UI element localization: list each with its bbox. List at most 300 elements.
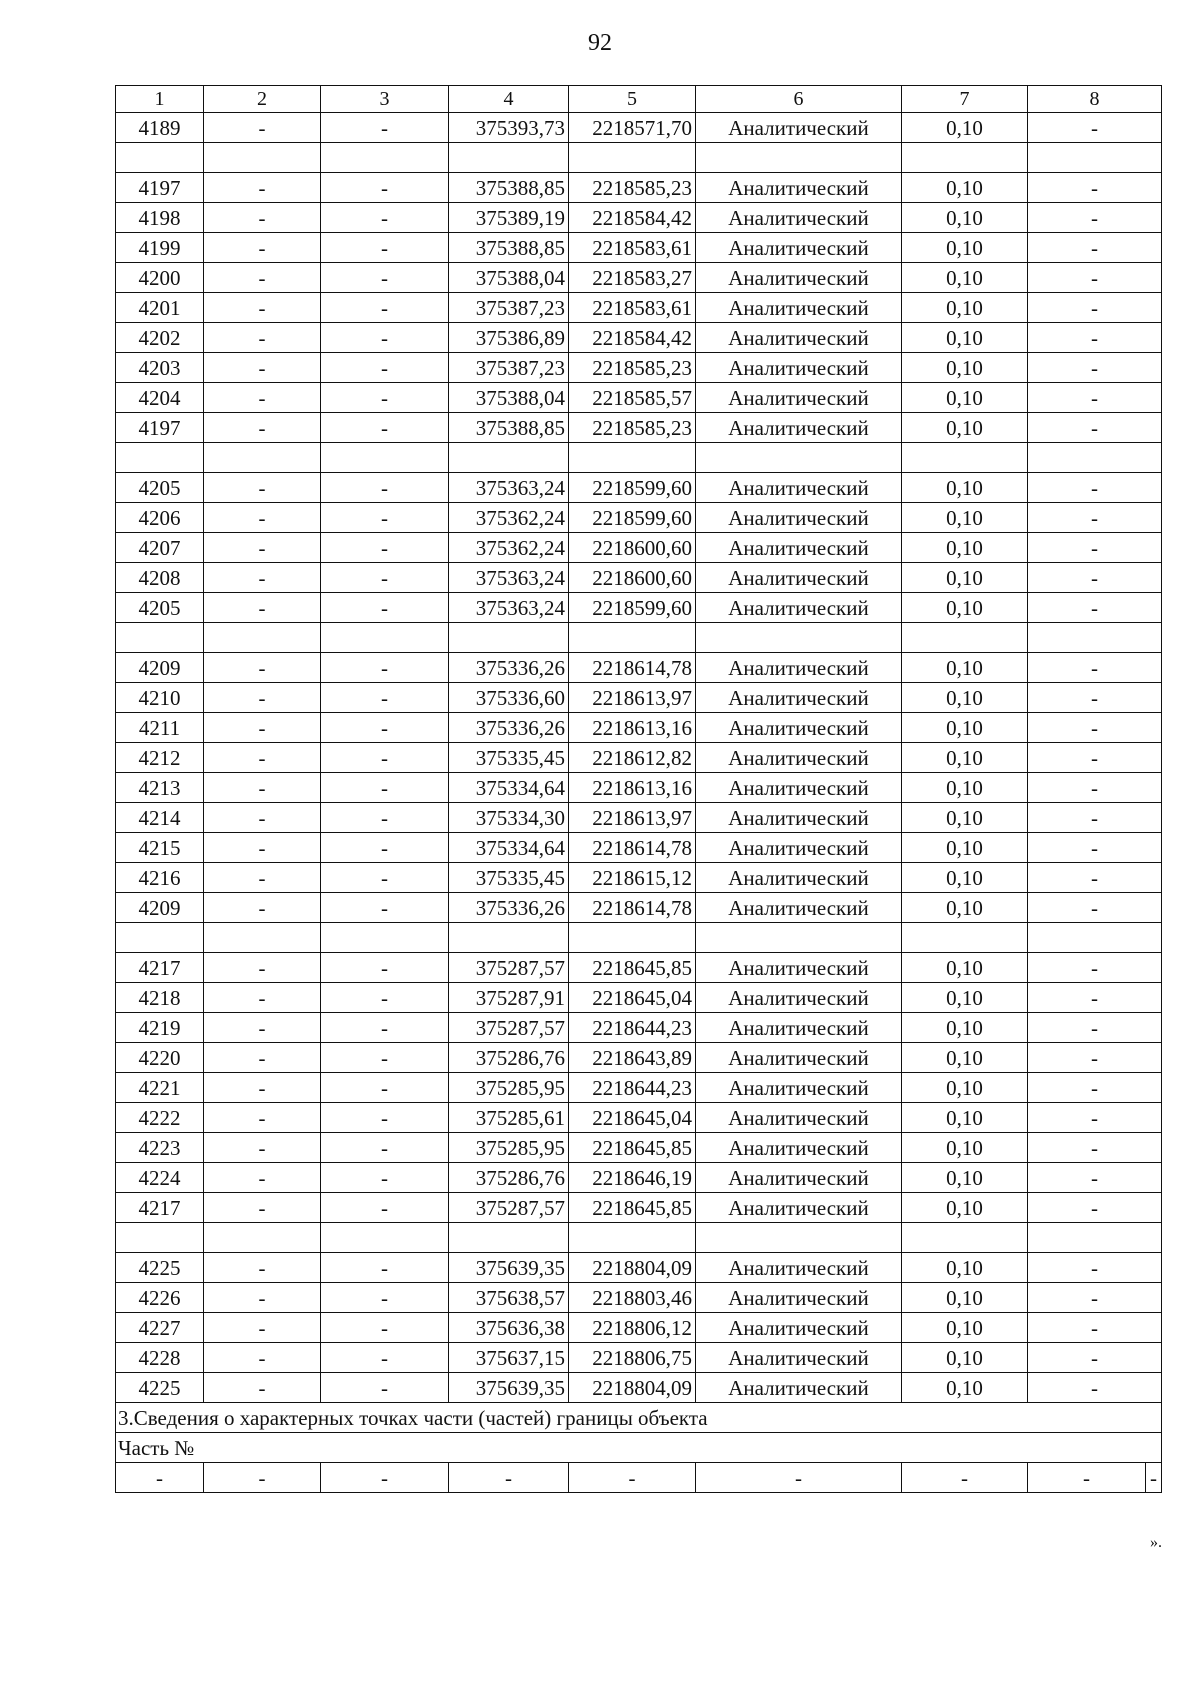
- cell-col-8: -: [1028, 1193, 1162, 1223]
- cell-col-1: 4201: [116, 293, 204, 323]
- cell-col-8: -: [1028, 773, 1162, 803]
- empty-cell: [321, 143, 449, 173]
- table-row: [116, 1073, 1162, 1103]
- cell-col-2: -: [204, 653, 321, 683]
- cell-col-7: 0,10: [902, 503, 1028, 533]
- empty-cell: [449, 443, 569, 473]
- empty-cell: [204, 923, 321, 953]
- cell-col-5: 2218599,60: [569, 593, 696, 623]
- cell-col-4: 375389,19: [449, 203, 569, 233]
- cell-col-2: -: [204, 263, 321, 293]
- cell-col-3: -: [321, 833, 449, 863]
- cell-col-2: -: [204, 593, 321, 623]
- cell-col-6: Аналитический: [696, 173, 902, 203]
- cell-col-7: 0,10: [902, 383, 1028, 413]
- cell-col-7: 0,10: [902, 893, 1028, 923]
- cell-col-1: 4223: [116, 1133, 204, 1163]
- cell-col-2: -: [204, 113, 321, 143]
- table-row: [116, 1013, 1162, 1043]
- cell-col-7: 0,10: [902, 1313, 1028, 1343]
- cell-col-8: -: [1028, 1253, 1162, 1283]
- cell-col-5: 2218599,60: [569, 503, 696, 533]
- cell-col-4: 375388,85: [449, 173, 569, 203]
- cell-col-6: Аналитический: [696, 803, 902, 833]
- cell-col-7: 0,10: [902, 413, 1028, 443]
- empty-cell: [321, 623, 449, 653]
- table-row: [116, 1103, 1162, 1133]
- empty-cell: [902, 143, 1028, 173]
- cell-col-3: -: [321, 953, 449, 983]
- table-row: [116, 353, 1162, 383]
- dash-cell-8: -: [1028, 1463, 1146, 1493]
- empty-cell: [902, 443, 1028, 473]
- cell-col-7: 0,10: [902, 233, 1028, 263]
- table-row: [116, 383, 1162, 413]
- cell-col-5: 2218583,27: [569, 263, 696, 293]
- cell-col-3: -: [321, 1043, 449, 1073]
- cell-col-2: -: [204, 1253, 321, 1283]
- cell-col-2: -: [204, 953, 321, 983]
- table-row: [116, 503, 1162, 533]
- cell-col-7: 0,10: [902, 263, 1028, 293]
- cell-col-1: 4226: [116, 1283, 204, 1313]
- column-header-2: 2: [204, 86, 321, 113]
- cell-col-2: -: [204, 383, 321, 413]
- cell-col-5: 2218613,97: [569, 803, 696, 833]
- cell-col-4: 375639,35: [449, 1253, 569, 1283]
- empty-cell: [449, 923, 569, 953]
- page-number: 92: [588, 30, 612, 56]
- cell-col-6: Аналитический: [696, 473, 902, 503]
- cell-col-4: 375287,91: [449, 983, 569, 1013]
- column-header-6: 6: [696, 86, 902, 113]
- cell-col-6: Аналитический: [696, 263, 902, 293]
- cell-col-1: 4209: [116, 893, 204, 923]
- cell-col-1: 4224: [116, 1163, 204, 1193]
- cell-col-7: 0,10: [902, 863, 1028, 893]
- cell-col-6: Аналитический: [696, 1013, 902, 1043]
- cell-col-1: 4213: [116, 773, 204, 803]
- cell-col-1: 4225: [116, 1373, 204, 1403]
- cell-col-2: -: [204, 803, 321, 833]
- cell-col-4: 375386,89: [449, 323, 569, 353]
- table-row: [116, 683, 1162, 713]
- cell-col-6: Аналитический: [696, 1313, 902, 1343]
- cell-col-7: 0,10: [902, 1283, 1028, 1313]
- cell-col-1: 4217: [116, 1193, 204, 1223]
- cell-col-8: -: [1028, 353, 1162, 383]
- cell-col-8: -: [1028, 323, 1162, 353]
- table-row: [116, 803, 1162, 833]
- cell-col-3: -: [321, 893, 449, 923]
- empty-cell: [696, 923, 902, 953]
- separator-row: [116, 443, 1162, 473]
- cell-col-3: -: [321, 233, 449, 263]
- cell-col-3: -: [321, 413, 449, 443]
- column-header-4: 4: [449, 86, 569, 113]
- cell-col-8: -: [1028, 833, 1162, 863]
- cell-col-6: Аналитический: [696, 653, 902, 683]
- cell-col-6: Аналитический: [696, 383, 902, 413]
- cell-col-1: 4219: [116, 1013, 204, 1043]
- part-label-row: [116, 1433, 1162, 1463]
- cell-col-6: Аналитический: [696, 1103, 902, 1133]
- cell-col-6: Аналитический: [696, 833, 902, 863]
- separator-row: [116, 143, 1162, 173]
- cell-col-6: Аналитический: [696, 353, 902, 383]
- coordinates-table: [115, 85, 1162, 1493]
- dash-cell-1: -: [116, 1463, 204, 1493]
- cell-col-3: -: [321, 1013, 449, 1043]
- cell-col-7: 0,10: [902, 473, 1028, 503]
- cell-col-2: -: [204, 1013, 321, 1043]
- cell-col-1: 4199: [116, 233, 204, 263]
- cell-col-6: Аналитический: [696, 713, 902, 743]
- cell-col-7: 0,10: [902, 1073, 1028, 1103]
- cell-col-1: 4189: [116, 113, 204, 143]
- cell-col-7: 0,10: [902, 1133, 1028, 1163]
- cell-col-1: 4215: [116, 833, 204, 863]
- cell-col-5: 2218806,12: [569, 1313, 696, 1343]
- cell-col-3: -: [321, 803, 449, 833]
- cell-col-6: Аналитический: [696, 203, 902, 233]
- column-header-3: 3: [321, 86, 449, 113]
- table-header-row: [116, 86, 1162, 113]
- cell-col-5: 2218613,16: [569, 773, 696, 803]
- cell-col-4: 375393,73: [449, 113, 569, 143]
- empty-cell: [116, 623, 204, 653]
- table-row: [116, 863, 1162, 893]
- cell-col-7: 0,10: [902, 1193, 1028, 1223]
- cell-col-7: 0,10: [902, 1343, 1028, 1373]
- cell-col-1: 4222: [116, 1103, 204, 1133]
- cell-col-4: 375335,45: [449, 863, 569, 893]
- cell-col-6: Аналитический: [696, 953, 902, 983]
- cell-col-4: 375336,26: [449, 893, 569, 923]
- empty-cell: [449, 143, 569, 173]
- cell-col-3: -: [321, 1283, 449, 1313]
- cell-col-7: 0,10: [902, 203, 1028, 233]
- cell-col-2: -: [204, 983, 321, 1013]
- cell-col-4: 375285,95: [449, 1133, 569, 1163]
- cell-col-1: 4220: [116, 1043, 204, 1073]
- cell-col-4: 375388,04: [449, 383, 569, 413]
- cell-col-2: -: [204, 833, 321, 863]
- empty-cell: [116, 143, 204, 173]
- cell-col-4: 375388,04: [449, 263, 569, 293]
- cell-col-3: -: [321, 653, 449, 683]
- empty-cell: [116, 923, 204, 953]
- cell-col-5: 2218613,16: [569, 713, 696, 743]
- cell-col-3: -: [321, 1163, 449, 1193]
- cell-col-5: 2218585,23: [569, 173, 696, 203]
- cell-col-4: 375287,57: [449, 1193, 569, 1223]
- cell-col-5: 2218612,82: [569, 743, 696, 773]
- cell-col-4: 375336,60: [449, 683, 569, 713]
- cell-col-4: 375287,57: [449, 953, 569, 983]
- cell-col-1: 4207: [116, 533, 204, 563]
- cell-col-2: -: [204, 533, 321, 563]
- cell-col-8: -: [1028, 1073, 1162, 1103]
- empty-cell: [902, 1223, 1028, 1253]
- cell-col-1: 4197: [116, 413, 204, 443]
- cell-col-3: -: [321, 1343, 449, 1373]
- cell-col-5: 2218806,75: [569, 1343, 696, 1373]
- cell-col-7: 0,10: [902, 1043, 1028, 1073]
- table-row: [116, 1163, 1162, 1193]
- cell-col-6: Аналитический: [696, 743, 902, 773]
- cell-col-4: 375334,64: [449, 833, 569, 863]
- empty-cell: [569, 143, 696, 173]
- cell-col-1: 4216: [116, 863, 204, 893]
- cell-col-5: 2218613,97: [569, 683, 696, 713]
- cell-col-4: 375335,45: [449, 743, 569, 773]
- cell-col-8: -: [1028, 863, 1162, 893]
- cell-col-4: 375388,85: [449, 233, 569, 263]
- cell-col-2: -: [204, 773, 321, 803]
- empty-cell: [696, 143, 902, 173]
- cell-col-3: -: [321, 593, 449, 623]
- cell-col-1: 4221: [116, 1073, 204, 1103]
- cell-col-6: Аналитический: [696, 113, 902, 143]
- separator-row: [116, 623, 1162, 653]
- cell-col-1: 4225: [116, 1253, 204, 1283]
- cell-col-3: -: [321, 473, 449, 503]
- cell-col-1: 4202: [116, 323, 204, 353]
- cell-col-4: 375336,26: [449, 653, 569, 683]
- cell-col-8: -: [1028, 293, 1162, 323]
- cell-col-2: -: [204, 1133, 321, 1163]
- empty-cell: [204, 443, 321, 473]
- cell-col-3: -: [321, 713, 449, 743]
- cell-col-6: Аналитический: [696, 1133, 902, 1163]
- cell-col-4: 375638,57: [449, 1283, 569, 1313]
- cell-col-3: -: [321, 1313, 449, 1343]
- cell-col-8: -: [1028, 383, 1162, 413]
- cell-col-7: 0,10: [902, 563, 1028, 593]
- cell-col-4: 375285,95: [449, 1073, 569, 1103]
- cell-col-5: 2218571,70: [569, 113, 696, 143]
- column-header-7: 7: [902, 86, 1028, 113]
- cell-col-1: 4204: [116, 383, 204, 413]
- cell-col-2: -: [204, 233, 321, 263]
- table-row: [116, 1193, 1162, 1223]
- cell-col-2: -: [204, 743, 321, 773]
- cell-col-1: 4203: [116, 353, 204, 383]
- cell-col-1: 4208: [116, 563, 204, 593]
- cell-col-8: -: [1028, 1373, 1162, 1403]
- cell-col-3: -: [321, 383, 449, 413]
- cell-col-1: 4212: [116, 743, 204, 773]
- cell-col-5: 2218645,85: [569, 1133, 696, 1163]
- empty-cell: [902, 623, 1028, 653]
- cell-col-7: 0,10: [902, 1103, 1028, 1133]
- cell-col-4: 375334,30: [449, 803, 569, 833]
- cell-col-7: 0,10: [902, 1013, 1028, 1043]
- cell-col-3: -: [321, 563, 449, 593]
- cell-col-8: -: [1028, 1343, 1162, 1373]
- cell-col-7: 0,10: [902, 803, 1028, 833]
- cell-col-2: -: [204, 1163, 321, 1193]
- cell-col-3: -: [321, 533, 449, 563]
- cell-col-5: 2218599,60: [569, 473, 696, 503]
- cell-col-2: -: [204, 893, 321, 923]
- cell-col-8: -: [1028, 743, 1162, 773]
- cell-col-7: 0,10: [902, 353, 1028, 383]
- cell-col-5: 2218583,61: [569, 233, 696, 263]
- cell-col-4: 375334,64: [449, 773, 569, 803]
- empty-cell: [1028, 1223, 1162, 1253]
- cell-col-4: 375362,24: [449, 533, 569, 563]
- cell-col-2: -: [204, 1373, 321, 1403]
- cell-col-8: -: [1028, 533, 1162, 563]
- empty-cell: [1028, 143, 1162, 173]
- table-row: [116, 713, 1162, 743]
- table-row: [116, 563, 1162, 593]
- empty-cell: [204, 1223, 321, 1253]
- cell-col-3: -: [321, 293, 449, 323]
- empty-cell: [204, 143, 321, 173]
- empty-cell: [1028, 923, 1162, 953]
- cell-col-8: -: [1028, 803, 1162, 833]
- cell-col-5: 2218645,04: [569, 983, 696, 1013]
- cell-col-8: -: [1028, 653, 1162, 683]
- cell-col-5: 2218585,23: [569, 353, 696, 383]
- cell-col-3: -: [321, 323, 449, 353]
- cell-col-5: 2218585,57: [569, 383, 696, 413]
- cell-col-6: Аналитический: [696, 863, 902, 893]
- cell-col-3: -: [321, 203, 449, 233]
- separator-row: [116, 1223, 1162, 1253]
- table-row: [116, 113, 1162, 143]
- table-row: [116, 203, 1162, 233]
- cell-col-1: 4200: [116, 263, 204, 293]
- empty-cell: [116, 1223, 204, 1253]
- cell-col-4: 375363,24: [449, 563, 569, 593]
- cell-col-3: -: [321, 683, 449, 713]
- cell-col-1: 4211: [116, 713, 204, 743]
- cell-col-2: -: [204, 1043, 321, 1073]
- cell-col-8: -: [1028, 413, 1162, 443]
- empty-cell: [1028, 623, 1162, 653]
- cell-col-2: -: [204, 863, 321, 893]
- table-row: [116, 833, 1162, 863]
- cell-col-6: Аналитический: [696, 1043, 902, 1073]
- table-row: [116, 953, 1162, 983]
- cell-col-4: 375287,57: [449, 1013, 569, 1043]
- dash-cell-5: -: [569, 1463, 696, 1493]
- empty-cell: [321, 923, 449, 953]
- cell-col-8: -: [1028, 683, 1162, 713]
- cell-col-8: -: [1028, 113, 1162, 143]
- empty-cell: [321, 443, 449, 473]
- cell-col-5: 2218600,60: [569, 533, 696, 563]
- cell-col-2: -: [204, 173, 321, 203]
- cell-col-3: -: [321, 353, 449, 383]
- cell-col-7: 0,10: [902, 953, 1028, 983]
- cell-col-3: -: [321, 863, 449, 893]
- cell-col-1: 4209: [116, 653, 204, 683]
- empty-cell: [696, 443, 902, 473]
- table-row: [116, 233, 1162, 263]
- empty-cell: [569, 1223, 696, 1253]
- cell-col-7: 0,10: [902, 533, 1028, 563]
- cell-col-8: -: [1028, 893, 1162, 923]
- cell-col-2: -: [204, 1073, 321, 1103]
- table-row: [116, 743, 1162, 773]
- cell-col-4: 375286,76: [449, 1043, 569, 1073]
- cell-col-8: -: [1028, 1013, 1162, 1043]
- cell-col-7: 0,10: [902, 293, 1028, 323]
- dash-cell-4: -: [449, 1463, 569, 1493]
- cell-col-8: -: [1028, 1133, 1162, 1163]
- empty-cell: [1028, 443, 1162, 473]
- table-row: [116, 1133, 1162, 1163]
- cell-col-6: Аналитический: [696, 983, 902, 1013]
- table-row: [116, 533, 1162, 563]
- cell-col-1: 4205: [116, 593, 204, 623]
- cell-col-8: -: [1028, 713, 1162, 743]
- cell-col-7: 0,10: [902, 1163, 1028, 1193]
- cell-col-8: -: [1028, 233, 1162, 263]
- cell-col-6: Аналитический: [696, 1343, 902, 1373]
- cell-col-1: 4214: [116, 803, 204, 833]
- cell-col-7: 0,10: [902, 173, 1028, 203]
- cell-col-5: 2218645,85: [569, 953, 696, 983]
- cell-col-4: 375363,24: [449, 473, 569, 503]
- cell-col-4: 375388,85: [449, 413, 569, 443]
- empty-cell: [321, 1223, 449, 1253]
- cell-col-6: Аналитический: [696, 1373, 902, 1403]
- cell-col-1: 4218: [116, 983, 204, 1013]
- cell-col-4: 375639,35: [449, 1373, 569, 1403]
- cell-col-2: -: [204, 203, 321, 233]
- cell-col-2: -: [204, 1193, 321, 1223]
- cell-col-8: -: [1028, 263, 1162, 293]
- cell-col-5: 2218615,12: [569, 863, 696, 893]
- cell-col-3: -: [321, 1133, 449, 1163]
- cell-col-7: 0,10: [902, 593, 1028, 623]
- cell-col-6: Аналитический: [696, 323, 902, 353]
- empty-cell: [449, 623, 569, 653]
- cell-col-5: 2218584,42: [569, 323, 696, 353]
- cell-col-7: 0,10: [902, 773, 1028, 803]
- dash-cell-9: -: [1146, 1463, 1162, 1493]
- cell-col-2: -: [204, 1103, 321, 1133]
- cell-col-3: -: [321, 503, 449, 533]
- table-row: [116, 413, 1162, 443]
- cell-col-5: 2218614,78: [569, 833, 696, 863]
- cell-col-3: -: [321, 173, 449, 203]
- cell-col-2: -: [204, 413, 321, 443]
- cell-col-3: -: [321, 1073, 449, 1103]
- cell-col-3: -: [321, 263, 449, 293]
- table-row: [116, 473, 1162, 503]
- cell-col-6: Аналитический: [696, 563, 902, 593]
- cell-col-1: 4205: [116, 473, 204, 503]
- cell-col-7: 0,10: [902, 653, 1028, 683]
- cell-col-5: 2218803,46: [569, 1283, 696, 1313]
- table-row: [116, 293, 1162, 323]
- cell-col-1: 4217: [116, 953, 204, 983]
- cell-col-6: Аналитический: [696, 893, 902, 923]
- cell-col-8: -: [1028, 983, 1162, 1013]
- cell-col-2: -: [204, 473, 321, 503]
- column-header-5: 5: [569, 86, 696, 113]
- cell-col-8: -: [1028, 563, 1162, 593]
- cell-col-1: 4210: [116, 683, 204, 713]
- cell-col-7: 0,10: [902, 323, 1028, 353]
